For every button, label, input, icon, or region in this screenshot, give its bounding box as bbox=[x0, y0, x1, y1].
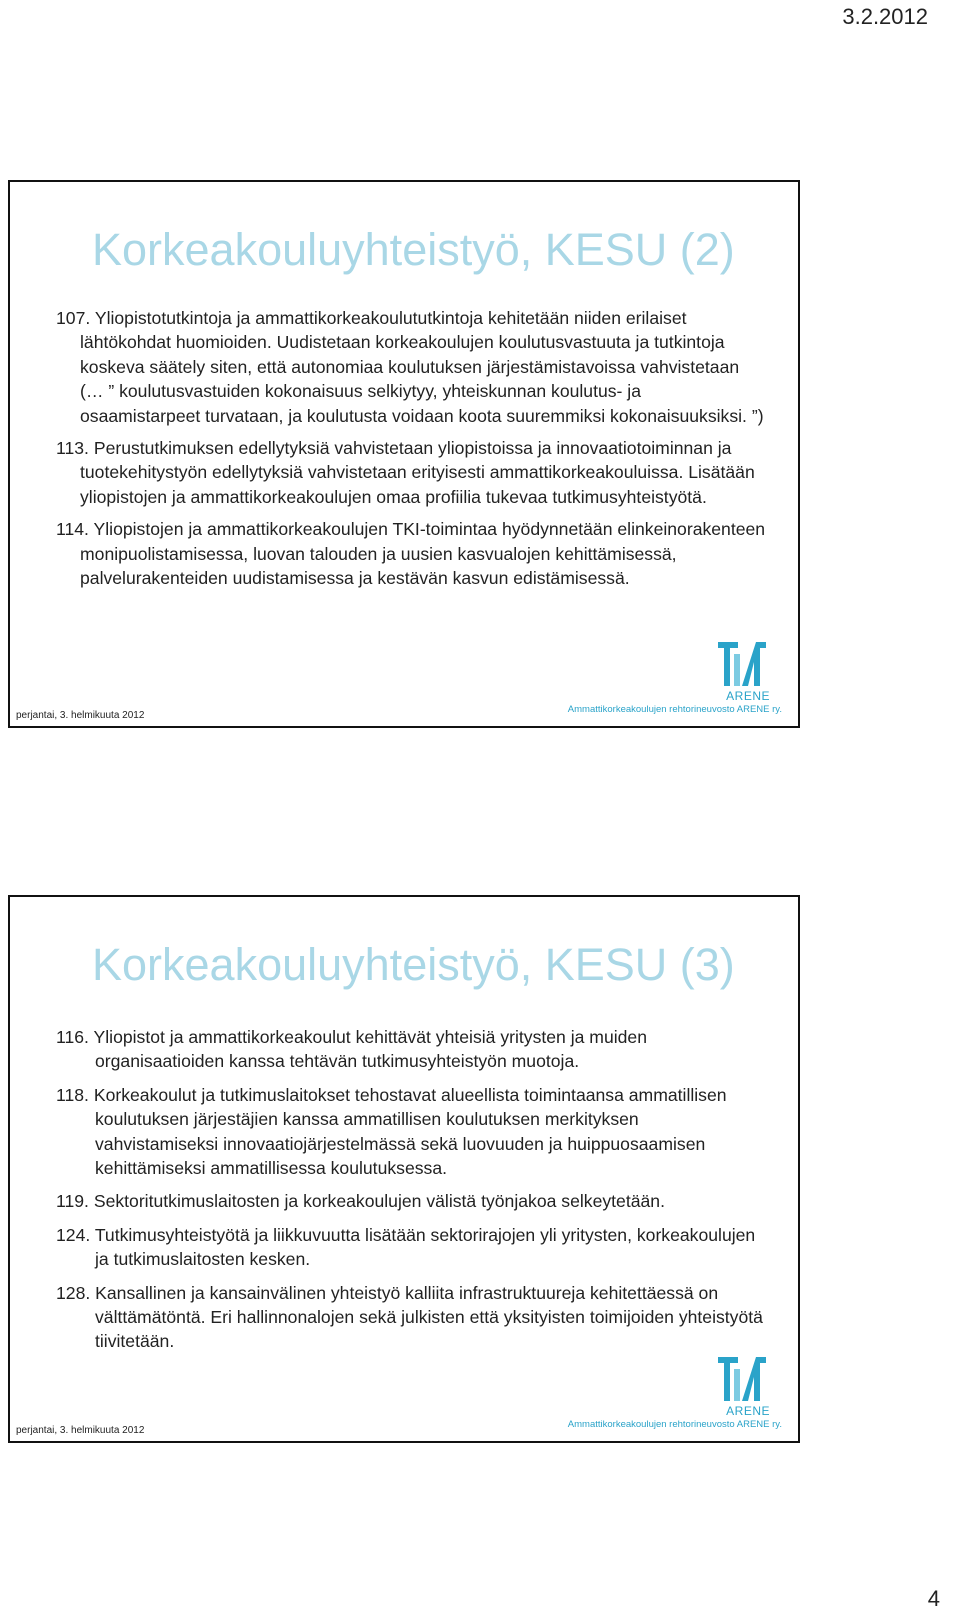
item-text: Kansallinen ja kansainvälinen yhteistyö kalliita infrastruktuureja kehitettäessä on välttämätöntä. Eri hallinnonalojen sekä julkisten että yksityisten toimijoiden yhteistyötä tiivitetään. bbox=[95, 1282, 763, 1352]
page-date: 3.2.2012 bbox=[842, 4, 928, 29]
arene-logo bbox=[552, 1355, 782, 1437]
slide-items bbox=[56, 306, 766, 590]
slide-footer-date: perjantai, 3. helmikuuta 2012 bbox=[16, 710, 145, 721]
item-text: Yliopistojen ja ammattikorkeakoulujen TKI-toimintaa hyödynnetään elinkeinorakenteen monipuolistamisessa, luovan talouden ja uusien kasvualojen kehittämisessä, palvelurakenteiden uudistamisessa ja kestävän kasvun edistämisessä. bbox=[80, 519, 766, 589]
slide-2 bbox=[8, 895, 800, 1443]
item-text: Yliopistotutkintoja ja ammattikorkeakoulututkintoja kehitetään niiden erilaiset lähtökohdat huomioiden. Uudistetaan korkeakoulujen koulutusvastuuta ja tutkintoja koskeva säätely siten, että autonomiaa koulutuksen järjestämistavoissa vahvistetaan (… ” koulutusvastuiden kokonaisuus selkiytyy, yhteiskunnan koulutus- ja osaamistarpeet turvataan, ja koulutusta voidaan koota suuremmiksi kokonaisuuksiksi. ”) bbox=[80, 308, 764, 426]
item-number: 114. bbox=[56, 519, 94, 540]
item-number: 113. bbox=[56, 438, 94, 459]
logo-name: ARENE bbox=[726, 689, 770, 703]
item-text: Korkeakoulut ja tutkimuslaitokset tehostavat alueellista toimintaansa ammatillisen koulutuksen järjestäjien kanssa ammatillisen koulutuksen merkityksen vahvistamiseksi innovaatiojärjestelmässä sekä luovuuden ja huippuosaamisen kehittämiseksi ammatillisessa koulutuksessa. bbox=[93, 1084, 727, 1179]
item-number: 128. bbox=[56, 1282, 96, 1303]
item-number: 107. bbox=[56, 308, 95, 328]
slide-title: Korkeakouluyhteistyö, KESU (2) bbox=[92, 224, 735, 275]
logo-tagline: Ammattikorkeakoulujen rehtorineuvosto ARENE ry. bbox=[567, 704, 782, 715]
arene-mark-icon bbox=[716, 640, 768, 688]
item-text: Tutkimusyhteistyötä ja liikkuvuutta lisätään sektorirajojen yli yritysten, korkeakoulujen ja tutkimuslaitosten kesken. bbox=[94, 1224, 756, 1270]
list-item bbox=[56, 1189, 766, 1213]
list-item bbox=[56, 1281, 766, 1354]
arene-mark-icon bbox=[716, 1355, 768, 1403]
slide-title: Korkeakouluyhteistyö, KESU (3) bbox=[92, 939, 735, 990]
item-number: 119. bbox=[56, 1191, 94, 1212]
slide-footer-date: perjantai, 3. helmikuuta 2012 bbox=[16, 1425, 145, 1436]
slide-1 bbox=[8, 180, 800, 728]
logo-name: ARENE bbox=[726, 1404, 770, 1418]
item-text: Yliopistot ja ammattikorkeakoulut kehittävät yhteisiä yritysten ja muiden organisaatioiden kanssa tehtävän tutkimusyhteistyön muotoja. bbox=[93, 1027, 647, 1072]
list-item bbox=[56, 1025, 766, 1074]
item-number: 118. bbox=[56, 1084, 94, 1105]
item-text: Perustutkimuksen edellytyksiä vahvistetaan yliopistoissa ja innovaatiotoiminnan ja tuotekehitystyön edellytyksiä vahvistetaan erityisesti ammattikorkeakouluissa. Lisätään yliopistojen ja ammattikorkeakoulujen omaa profiilia tukevaa tutkimusyhteistyötä. bbox=[80, 438, 755, 507]
list-item bbox=[56, 306, 766, 428]
slide-items bbox=[56, 1025, 766, 1354]
item-text: Sektoritutkimuslaitosten ja korkeakoulujen välistä työnjakoa selkeytetään. bbox=[93, 1191, 665, 1212]
logo-tagline: Ammattikorkeakoulujen rehtorineuvosto ARENE ry. bbox=[567, 1419, 782, 1430]
arene-logo bbox=[552, 640, 782, 722]
list-item bbox=[56, 1083, 766, 1181]
item-number: 116. bbox=[56, 1027, 94, 1047]
list-item bbox=[56, 517, 766, 590]
list-item bbox=[56, 1223, 766, 1272]
list-item bbox=[56, 436, 766, 509]
item-number: 124. bbox=[56, 1224, 95, 1245]
page-number: 4 bbox=[927, 1586, 940, 1611]
